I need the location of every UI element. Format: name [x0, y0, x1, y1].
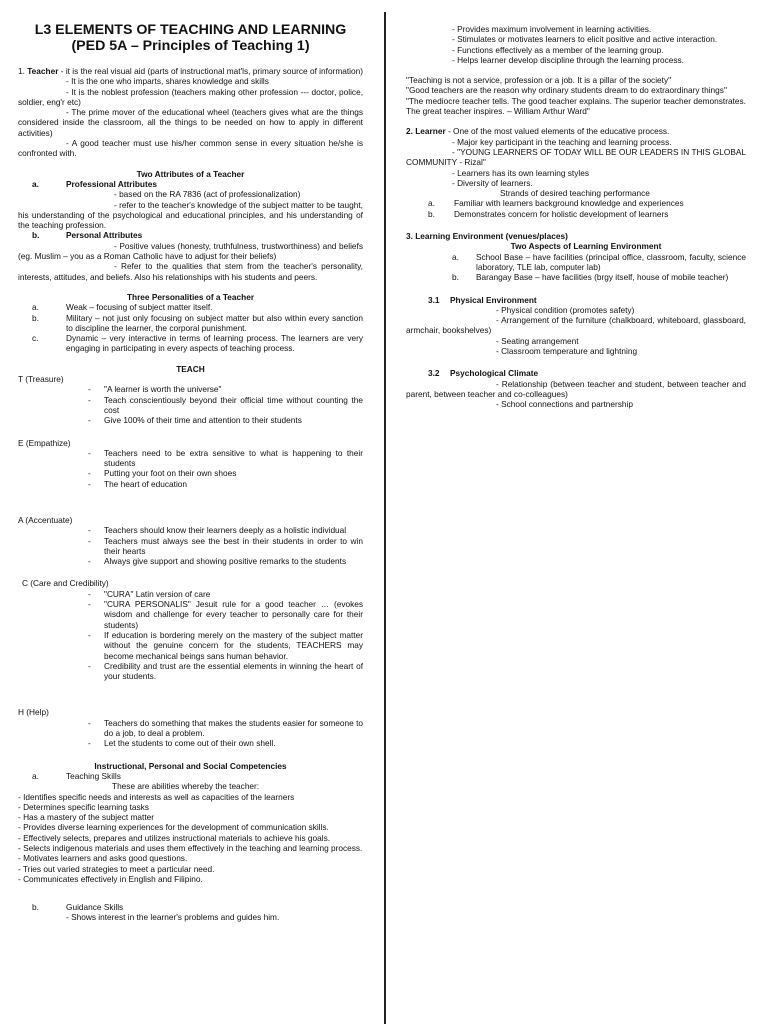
- teach-a-title: A (Accentuate): [18, 514, 73, 525]
- skill-item: - Identifies specific needs and interests as well as capacities of the learners: [18, 791, 295, 802]
- environment-heading: 3. Learning Environment (venues/places): [406, 231, 568, 242]
- list-item: - Give 100% of their time and attention to their students: [88, 415, 302, 426]
- skill-item: - Functions effectively as a member of the learning group.: [452, 44, 664, 55]
- attribute-line: - based on the RA 7836 (act of professionalization): [114, 189, 301, 200]
- attributes-heading: Two Attributes of a Teacher: [136, 168, 245, 179]
- teaching-skills-intro: These are abilities whereby the teacher:: [112, 781, 260, 792]
- skill-item: - Provides maximum involvement in learning activities.: [452, 24, 652, 34]
- teacher-line: - A good teacher must use his/her common sense in every situation he/she is confronted with.: [18, 138, 363, 159]
- physical-line: - Classroom temperature and lightning: [496, 346, 638, 357]
- skill-item: - Shows interest in the learner's problems and guides him.: [66, 912, 280, 923]
- list-item: - Teachers must always see the best in their students in order to win their hearts: [88, 535, 363, 556]
- competencies-heading: Instructional, Personal and Social Competencies: [94, 760, 287, 771]
- teach-c-title: C (Care and Credibility): [22, 578, 109, 589]
- document-subtitle: (PED 5A – Principles of Teaching 1): [71, 38, 310, 54]
- learner-line: - "YOUNG LEARNERS OF TODAY WILL BE OUR LEADERS IN THIS GLOBAL COMMUNITY - Rizal": [406, 146, 746, 168]
- teacher-line: - It is the noblest profession (teachers making other profession --- doctor, police, soldier, eng'r etc): [18, 86, 363, 107]
- physical-line: - Arrangement of the furniture (chalkboard, whiteboard, glassboard, armchair, bookshelves): [406, 315, 746, 336]
- list-item: b. Military – not just only focusing on subject matter but also within every sanction to discipline the learner, the corporal punishment.: [32, 312, 363, 333]
- teacher-definition: 1. Teacher - it is the real visual aid (parts of instructional mat'ls, primary source of information): [18, 66, 363, 76]
- learner-line: - Diversity of learners.: [452, 177, 533, 188]
- list-item: - Credibility and trust are the essential elements in winning the heart of your students.: [88, 660, 363, 682]
- list-item: - Teach conscientiously beyond their official time without counting the cost: [88, 394, 363, 415]
- list-item: - Teachers do something that makes the students easier for someone to do a job, to deal a problem.: [88, 717, 363, 739]
- strands-heading: Strands of desired teaching performance: [500, 188, 650, 199]
- list-item: - If education is bordering merely on the mastery of the subject matter without the genuine concern for the students, TEACHERS may become mechanical beings sans human behavior.: [88, 629, 363, 661]
- list-item: a. School Base – have facilities (principal office, classroom, faculty, science laboratory, TLE lab, computer lab): [452, 251, 746, 272]
- environment-subheading: Two Aspects of Learning Environment: [510, 241, 662, 252]
- learner-line: - Major key participant in the teaching and learning process.: [452, 136, 672, 147]
- left-column: [18, 0, 363, 923]
- teach-h-title: H (Help): [18, 707, 49, 718]
- list-item: - Teachers should know their learners deeply as a holistic individual: [88, 525, 347, 536]
- list-item: c. Dynamic – very interactive in terms of learning process. The learners are very engaging in participating in every aspects of teaching process.: [32, 333, 363, 354]
- skill-item: - Has a mastery of the subject matter: [18, 812, 155, 823]
- list-item: a. Weak – focusing of subject matter itself.: [32, 302, 213, 313]
- quote: "Good teachers are the reason why ordinary students dream to do extraordinary things": [406, 85, 727, 96]
- psychological-line: - School connections and partnership: [496, 399, 633, 410]
- list-item: b. Barangay Base – have facilities (brgy itself, house of mobile teacher): [452, 272, 729, 283]
- list-item: - "CURA PERSONALIS" Jesuit rule for a good teacher … (evokes wisdom and challenge for every teacher to personally care for their students): [88, 599, 363, 630]
- document-title: L3 ELEMENTS OF TEACHING AND LEARNING: [34, 22, 347, 38]
- teaching-skills-title: a. Teaching Skills: [32, 770, 121, 781]
- quote: "Teaching is not a service, profession or a job. It is a pillar of the society": [406, 75, 672, 86]
- physical-environment-title: 3.1 Physical Environment: [428, 294, 537, 305]
- list-item: - Putting your foot on their own shoes: [88, 468, 237, 479]
- skill-item: - Effectively selects, prepares and utilizes instructional materials to achieve his goals.: [18, 832, 331, 843]
- attribute-b: b. Personal Attributes: [32, 230, 143, 241]
- skill-item: - Stimulates or motivates learners to elicit positive and active interaction.: [452, 34, 718, 45]
- attribute-line: - Positive values (honesty, truthfulness, trustworthiness) and beliefs (eg. Muslim – you as a Roman Catholic have to adjust for their beliefs): [18, 240, 363, 262]
- attribute-line: - Refer to the qualities that stem from the teacher's personality, interests, attitudes, and beliefs. Also his relationships with his students and peers.: [18, 261, 363, 282]
- list-item: - "A learner is worth the universe": [88, 384, 222, 395]
- list-item: - Let the students to come out of their own shell.: [88, 738, 276, 749]
- list-item: - Always give support and showing positive remarks to the students: [88, 556, 347, 567]
- psychological-climate-title: 3.2 Psychological Climate: [428, 368, 539, 379]
- teacher-line: - The prime mover of the educational wheel (teachers gives what are the things considered inside the classroom, all the things to be needed on how to apply in different activities): [18, 107, 363, 138]
- skill-item: - Helps learner develop discipline through the learning process.: [452, 54, 684, 65]
- list-item: - The heart of education: [88, 478, 188, 489]
- teach-e-title: E (Empathize): [18, 437, 71, 448]
- right-column: [406, 0, 746, 410]
- quote: "The mediocre teacher tells. The good teacher explains. The superior teacher demonstrates. The great teacher inspires. – William Arthur Ward": [406, 95, 746, 117]
- learner-line: - Learners has its own learning styles: [452, 167, 589, 178]
- list-item: - "CURA" Latin version of care: [88, 588, 211, 599]
- column-divider: [384, 12, 386, 1024]
- teach-t-title: T (Treasure): [18, 374, 64, 385]
- teach-heading: TEACH: [176, 363, 205, 374]
- learner-definition: 2. Learner - One of the most valued elements of the educative process.: [406, 126, 670, 137]
- list-item: a. Familiar with learners background knowledge and experiences: [428, 198, 684, 209]
- skill-item: - Determines specific learning tasks: [18, 801, 149, 812]
- skill-item: - Communicates effectively in English and Filipino.: [18, 873, 203, 884]
- personalities-heading: Three Personalities of a Teacher: [126, 291, 255, 302]
- skill-item: - Tries out varied strategies to meet a particular need.: [18, 863, 215, 874]
- skill-item: - Selects indigenous materials and uses them effectively in the teaching and learning process.: [18, 843, 363, 853]
- teacher-line: - It is the one who imparts, shares knowledge and skills: [66, 76, 269, 87]
- attribute-line: - refer to the teacher's knowledge of the subject matter to be taught, his understanding of the psychological and educational principles, and his understanding of the teaching profession.: [18, 199, 363, 231]
- skill-item: - Motivates learners and asks good questions.: [18, 853, 188, 864]
- physical-line: - Seating arrangement: [496, 335, 579, 346]
- psychological-line: - Relationship (between teacher and student, between teacher and parent, between teacher and co-colleagues): [406, 378, 746, 399]
- physical-line: - Physical condition (promotes safety): [496, 304, 635, 315]
- attribute-a: a. Professional Attributes: [32, 178, 157, 189]
- guidance-skills-title: b. Guidance Skills: [32, 902, 124, 913]
- list-item: - Teachers need to be extra sensitive to what is happening to their students: [88, 447, 363, 469]
- skill-item: - Provides diverse learning experiences for the development of communication skills.: [18, 822, 329, 833]
- list-item: b. Demonstrates concern for holistic development of learners: [428, 208, 669, 219]
